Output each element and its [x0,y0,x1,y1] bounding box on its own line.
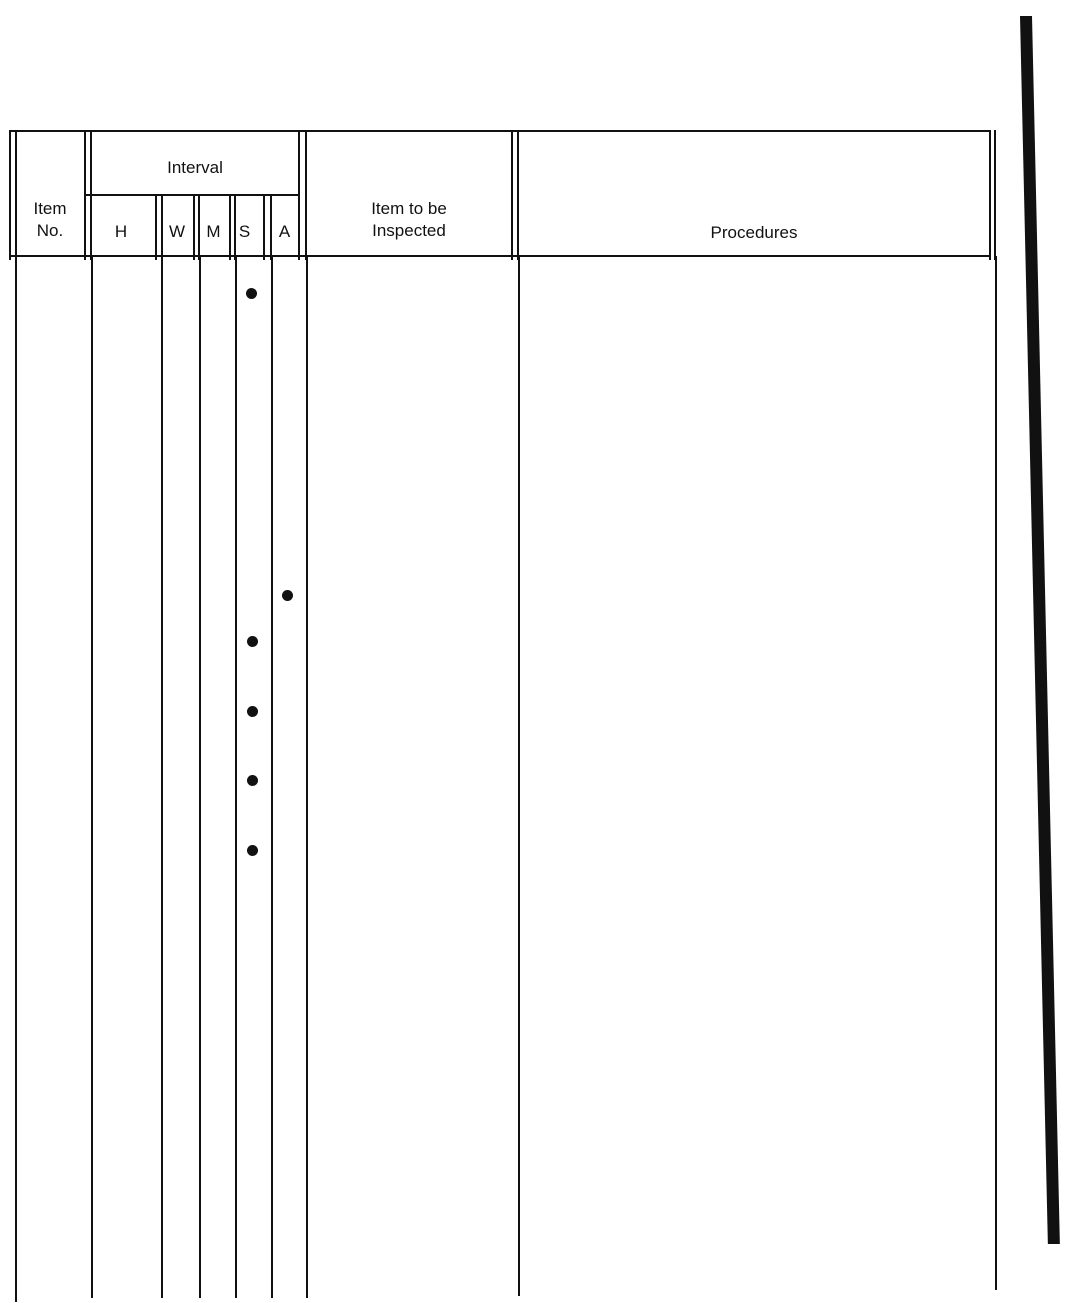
header-rule [263,194,265,260]
interval-mark [247,845,258,856]
column-rule [199,256,201,1298]
column-rule [995,256,997,1290]
header-rule [989,130,991,260]
header-rule [298,130,300,260]
interval-mark [247,775,258,786]
interval-mark [246,288,257,299]
column-rule [271,256,273,1298]
header-interval: Interval [167,158,223,177]
header-interval-a: A [278,222,291,241]
header-interval-m: M [206,222,221,241]
header-interval-w: W [168,222,186,241]
header-item-to-be-inspected: Item to be Inspected [371,199,447,240]
change-bar [1020,16,1060,1244]
interval-mark [247,636,258,647]
interval-mark [282,590,293,601]
header-rule [155,194,157,260]
header-rule [9,130,11,260]
header-rule [229,194,231,260]
interval-mark [247,706,258,717]
column-rule [306,256,308,1298]
header-interval-s: S [238,222,251,241]
header-rule [193,194,195,260]
column-rule [518,256,520,1296]
header-rule [994,130,996,260]
header-rule [84,130,86,260]
header-procedures: Procedures [710,223,798,242]
header-rule [511,130,513,260]
header-item-no: Item No. [33,199,67,240]
column-rule [161,256,163,1298]
column-rule [235,256,237,1298]
table-top-rule [9,130,991,132]
column-rule [15,256,17,1302]
header-interval-h: H [114,222,128,241]
column-rule [91,256,93,1298]
